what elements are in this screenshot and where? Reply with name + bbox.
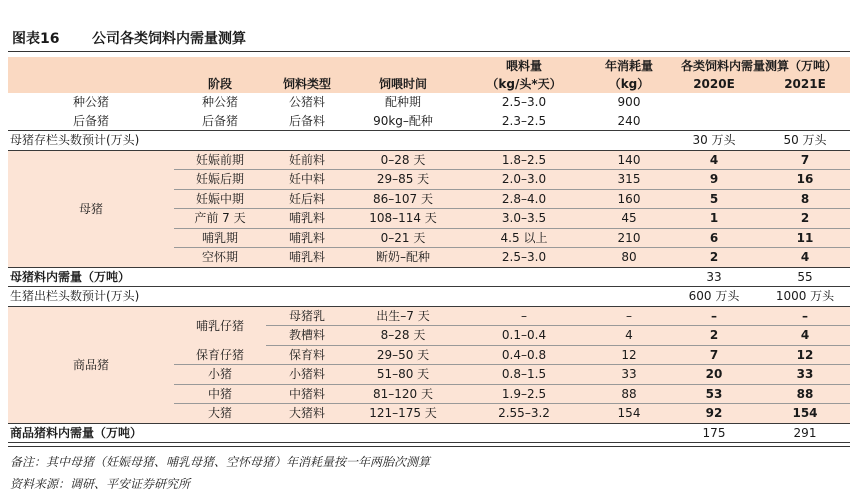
hog-group-label: 商品猪 [8,306,174,423]
value-2021: 7 [760,150,850,170]
figure-number: 图表16 [12,31,60,47]
value-2021: 16 [760,170,850,190]
time-cell: 108–114 天 [348,209,458,229]
value-2020: 2 [668,326,760,346]
time-cell: 0–21 天 [348,228,458,248]
blank-cell [348,423,458,443]
blank-cell [348,287,458,307]
rate-cell: 0.1–0.4 [458,326,590,346]
stage-cell: 妊娠中期 [174,189,266,209]
time-cell: 配种期 [384,95,421,110]
table-note: 备注：其中母猪（妊娠母猪、哺乳母猪、空怀母猪）年消耗量按一年两胎次测算 [10,455,431,469]
value-2021: 88 [760,384,850,404]
blank-cell [266,131,348,151]
rate-cell: 3.0–3.5 [458,209,590,229]
annual-cell: 88 [590,384,668,404]
header-blank [266,57,348,75]
feed-cell: 公猪料 [288,95,325,110]
rate-cell: 2.3–2.5 [501,113,547,128]
header-stage: 阶段 [174,75,266,93]
header-annual-unit: （kg） [590,75,668,93]
annual-cell: 140 [590,150,668,170]
feed-cell: 妊后料 [266,189,348,209]
hog-total-label: 商品猪料内需量（万吨） [8,423,266,443]
time-cell: 断奶–配种 [348,248,458,268]
hog-total-row [8,423,850,443]
annual-cell: – [590,306,668,326]
time-cell: 0–28 天 [348,150,458,170]
value-2020 [668,93,760,112]
feed-cell: 大猪料 [266,404,348,424]
blank-cell [590,131,668,151]
value-2020: 6 [668,228,760,248]
time-cell: 29–85 天 [348,170,458,190]
figure-caption: 公司各类饲料内需量测算 [92,31,246,47]
bottom-rule [8,446,850,447]
value-2021: 2 [760,209,850,229]
annual-cell: 80 [590,248,668,268]
annual-cell: 12 [590,345,668,365]
stage-cell: 妊娠前期 [174,150,266,170]
stage-cell: 后备猪 [201,113,238,128]
value-2021: 8 [760,189,850,209]
rate-cell: – [458,306,590,326]
blank-cell [266,423,348,443]
rate-cell: 2.55–3.2 [458,404,590,424]
value-2021: – [760,306,850,326]
hog-inventory-row [8,287,850,307]
time-cell: 121–175 天 [348,404,458,424]
value-2020: 92 [668,404,760,424]
hog-total-2021: 291 [760,423,850,443]
stage-cell: 妊娠后期 [174,170,266,190]
hog-total-2020: 175 [668,423,760,443]
annual-cell: 160 [590,189,668,209]
rate-cell: 4.5 以上 [458,228,590,248]
sow-group-label: 母猪 [8,150,174,267]
header-feed-rate: 喂料量 [458,57,590,75]
rate-cell: 1.8–2.5 [458,150,590,170]
feed-cell: 哺乳料 [266,248,348,268]
time-cell: 81–120 天 [348,384,458,404]
value-2021: 12 [760,345,850,365]
source-note: 资料来源：调研、平安证券研究所 [10,477,191,491]
feed-cell: 中猪料 [266,384,348,404]
hog-inventory-label: 生猪出栏头数预计(万头) [8,287,266,307]
stage-cell-suckling: 哺乳仔猪 [174,306,266,345]
value-2020 [668,112,760,131]
sow-total-2021: 55 [760,267,850,287]
table-row [8,306,850,326]
header-blank [348,57,458,75]
header-feed-rate-unit: （kg/头*天） [458,75,590,93]
sow-inventory-label: 母猪存栏头数预计(万头) [8,131,266,151]
row-label: 种公猪 [72,95,109,110]
stage-cell: 小猪 [174,365,266,385]
sow-total-label: 母猪料内需量（万吨） [8,267,266,287]
header-row-1 [8,57,850,75]
time-cell: 29–50 天 [348,345,458,365]
blank-cell [458,423,590,443]
stage-cell: 种公猪 [201,95,238,110]
annual-cell: 240 [617,113,641,128]
header-row-2 [8,75,850,93]
rate-cell: 1.9–2.5 [458,384,590,404]
stage-cell: 哺乳期 [174,228,266,248]
value-2020: 4 [668,150,760,170]
figure-title [8,28,850,48]
rate-cell: 2.5–3.0 [458,248,590,268]
value-2020: 1 [668,209,760,229]
feed-cell: 妊前料 [266,150,348,170]
annual-cell: 900 [617,95,641,110]
table-header [8,57,850,93]
feed-cell: 教槽料 [266,326,348,346]
time-cell: 8–28 天 [348,326,458,346]
feed-cell: 哺乳料 [266,228,348,248]
value-2021: 11 [760,228,850,248]
value-2021 [760,112,850,131]
stage-cell: 大猪 [174,404,266,424]
sow-inventory-row [8,131,850,151]
time-cell: 86–107 天 [348,189,458,209]
blank-cell [348,131,458,151]
annual-cell: 33 [590,365,668,385]
table-row [8,112,850,131]
value-2021: 33 [760,365,850,385]
time-cell: 出生–7 天 [348,306,458,326]
stage-cell: 中猪 [174,384,266,404]
title-rule [8,51,850,52]
value-2021: 4 [760,326,850,346]
header-2021e: 2021E [760,75,850,93]
value-2020: 53 [668,384,760,404]
annual-cell: 45 [590,209,668,229]
blank-cell [458,287,590,307]
value-2020: 20 [668,365,760,385]
table-row [8,93,850,112]
row-label: 后备猪 [72,113,109,128]
header-feeding-time: 饲喂时间 [348,75,458,93]
rate-cell: 0.4–0.8 [458,345,590,365]
value-2020: 5 [668,189,760,209]
feed-cell: 小猪料 [266,365,348,385]
blank-cell [590,267,668,287]
header-annual-consumption: 年消耗量 [590,57,668,75]
annual-cell: 154 [590,404,668,424]
header-demand-estimate: 各类饲料内需量测算（万吨） [668,57,850,75]
blank-cell [590,423,668,443]
header-blank [8,75,174,93]
feed-demand-table [8,57,850,443]
rate-cell: 2.8–4.0 [458,189,590,209]
annual-cell: 210 [590,228,668,248]
sow-inventory-2021: 50 万头 [760,131,850,151]
blank-cell [266,287,348,307]
hog-inventory-2020: 600 万头 [668,287,760,307]
rate-cell: 2.0–3.0 [458,170,590,190]
annual-cell: 315 [590,170,668,190]
stage-cell: 产前 7 天 [174,209,266,229]
feed-cell: 后备料 [288,113,325,128]
feed-cell: 妊中料 [266,170,348,190]
value-2020: 9 [668,170,760,190]
feed-cell: 保育料 [266,345,348,365]
sow-total-2020: 33 [668,267,760,287]
header-blank [8,57,174,75]
blank-cell [590,287,668,307]
header-blank [174,57,266,75]
blank-cell [348,267,458,287]
blank-cell [458,267,590,287]
hog-inventory-2021: 1000 万头 [760,287,850,307]
stage-cell: 空怀期 [174,248,266,268]
sow-inventory-2020: 30 万头 [668,131,760,151]
value-2021 [760,93,850,112]
rate-cell: 2.5–3.0 [501,95,547,110]
blank-cell [458,131,590,151]
value-2020: 2 [668,248,760,268]
header-2020e: 2020E [668,75,760,93]
clipped-previous-text [0,0,858,12]
time-cell: 90kg–配种 [373,113,433,128]
annual-cell: 4 [590,326,668,346]
stage-cell: 保育仔猪 [174,345,266,365]
time-cell: 51–80 天 [348,365,458,385]
value-2021: 4 [760,248,850,268]
table-row [8,150,850,170]
feed-cell: 母猪乳 [266,306,348,326]
sow-total-row [8,267,850,287]
feed-cell: 哺乳料 [266,209,348,229]
header-feed-type: 饲料类型 [266,75,348,93]
value-2021: 154 [760,404,850,424]
blank-cell [266,267,348,287]
value-2020: 7 [668,345,760,365]
rate-cell: 0.8–1.5 [458,365,590,385]
value-2020: – [668,306,760,326]
